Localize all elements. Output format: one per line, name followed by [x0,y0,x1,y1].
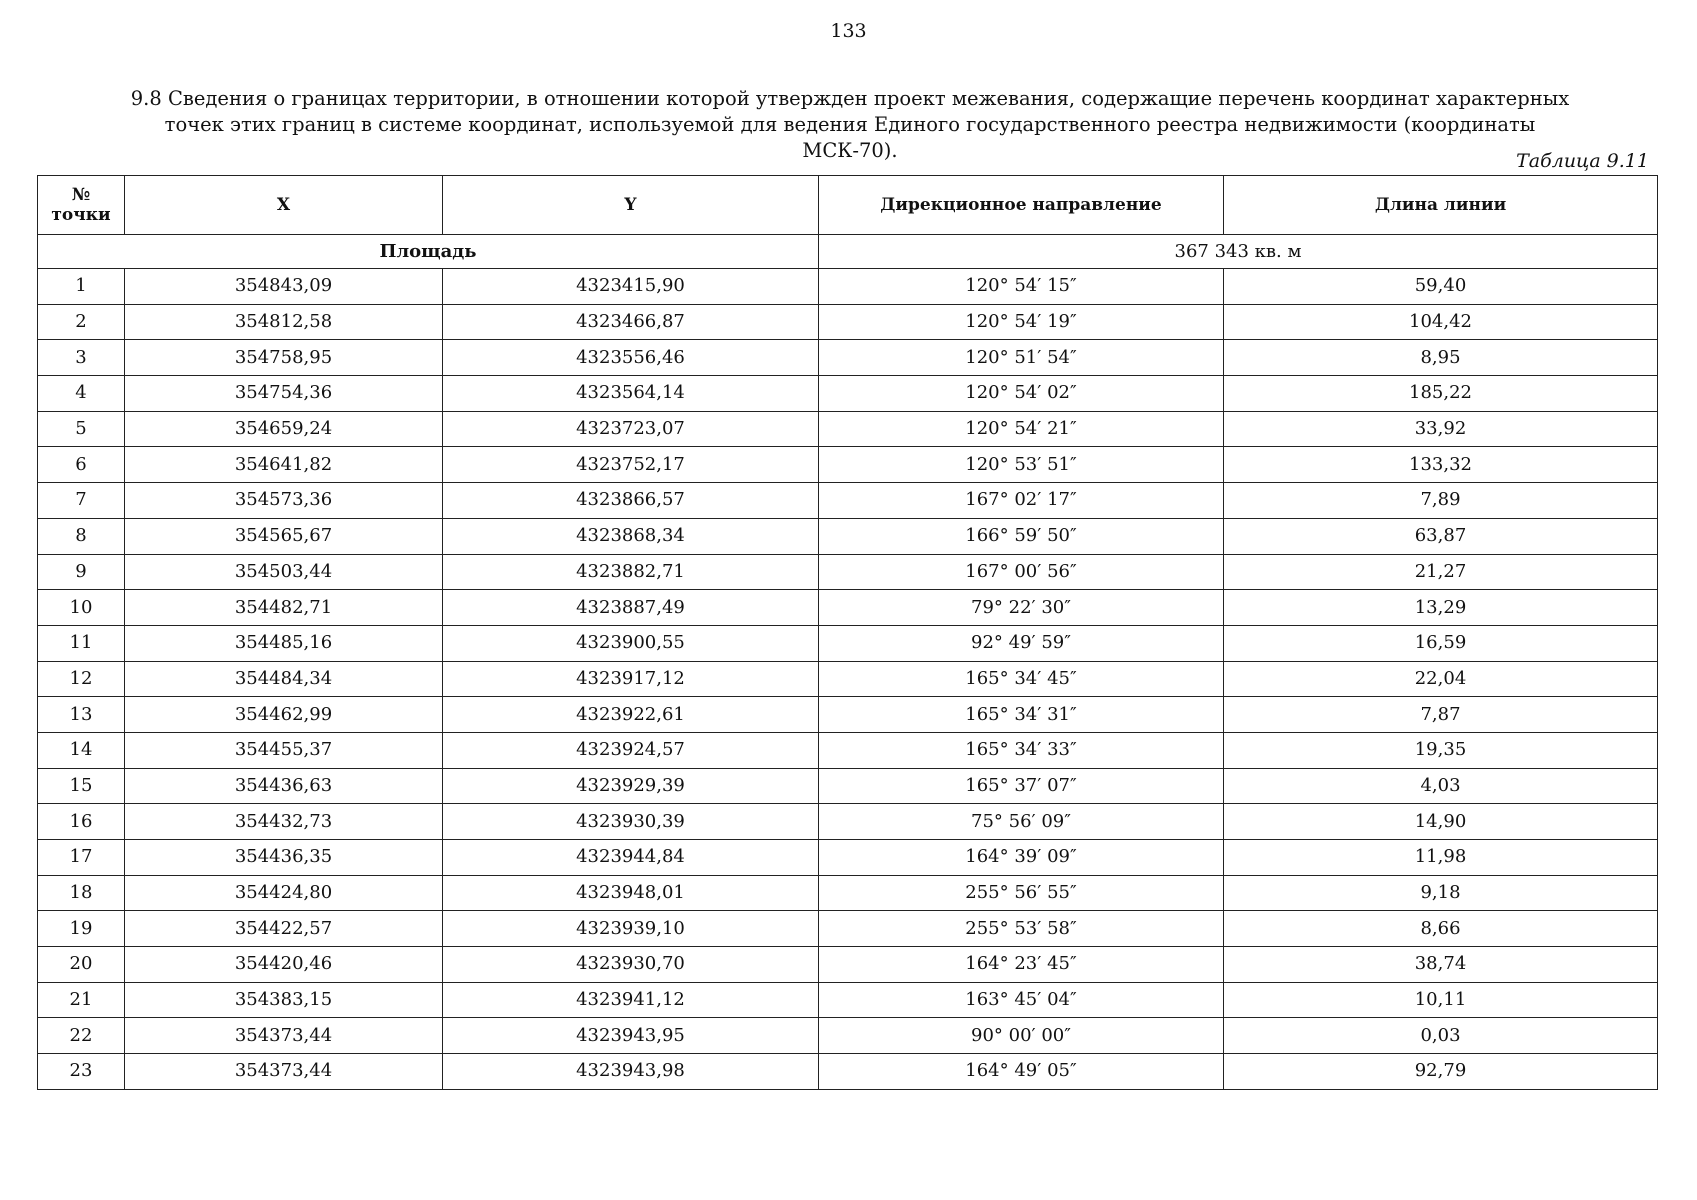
coordinates-table [37,175,1658,1090]
cell-direction: 255° 53′ 58″ [819,911,1224,947]
cell-y: 4323917,12 [443,661,819,697]
table-row [38,697,1658,733]
cell-length: 19,35 [1224,732,1658,768]
cell-y: 4323930,70 [443,947,819,983]
cell-point-number: 9 [38,554,125,590]
cell-direction: 166° 59′ 50″ [819,518,1224,554]
table-row [38,768,1658,804]
cell-direction: 120° 54′ 19″ [819,304,1224,340]
cell-x: 354436,35 [125,840,443,876]
cell-direction: 79° 22′ 30″ [819,590,1224,626]
cell-y: 4323939,10 [443,911,819,947]
cell-point-number: 15 [38,768,125,804]
column-header-point-number-line1: № [71,185,91,205]
cell-y: 4323415,90 [443,269,819,305]
cell-point-number: 22 [38,1018,125,1054]
cell-direction: 75° 56′ 09″ [819,804,1224,840]
table-row [38,447,1658,483]
cell-point-number: 18 [38,875,125,911]
cell-length: 11,98 [1224,840,1658,876]
cell-x: 354565,67 [125,518,443,554]
table-row [38,732,1658,768]
cell-x: 354462,99 [125,697,443,733]
cell-length: 8,95 [1224,340,1658,376]
table-row [38,554,1658,590]
cell-y: 4323882,71 [443,554,819,590]
cell-y: 4323556,46 [443,340,819,376]
cell-point-number: 20 [38,947,125,983]
table-row [38,840,1658,876]
table-row [38,1054,1658,1090]
cell-x: 354482,71 [125,590,443,626]
column-header-length: Длина линии [1224,176,1658,235]
page-number: 133 [830,20,867,42]
cell-x: 354758,95 [125,340,443,376]
cell-direction: 164° 39′ 09″ [819,840,1224,876]
cell-direction: 164° 23′ 45″ [819,947,1224,983]
cell-x: 354373,44 [125,1018,443,1054]
cell-y: 4323922,61 [443,697,819,733]
cell-direction: 167° 02′ 17″ [819,483,1224,519]
table-row [38,590,1658,626]
table-row [38,411,1658,447]
cell-direction: 120° 54′ 02″ [819,376,1224,412]
cell-length: 9,18 [1224,875,1658,911]
cell-point-number: 23 [38,1054,125,1090]
column-header-point-number [38,176,125,235]
column-header-point-number-line2: точки [51,205,111,225]
cell-point-number: 7 [38,483,125,519]
cell-direction: 92° 49′ 59″ [819,625,1224,661]
cell-length: 22,04 [1224,661,1658,697]
table-row [38,661,1658,697]
cell-y: 4323752,17 [443,447,819,483]
cell-length: 185,22 [1224,376,1658,412]
cell-length: 104,42 [1224,304,1658,340]
cell-point-number: 2 [38,304,125,340]
table-row [38,875,1658,911]
cell-direction: 120° 54′ 21″ [819,411,1224,447]
cell-x: 354373,44 [125,1054,443,1090]
cell-point-number: 19 [38,911,125,947]
cell-length: 14,90 [1224,804,1658,840]
cell-point-number: 13 [38,697,125,733]
table-row [38,1018,1658,1054]
table-row [38,518,1658,554]
cell-point-number: 6 [38,447,125,483]
table-row [38,483,1658,519]
cell-y: 4323723,07 [443,411,819,447]
cell-x: 354485,16 [125,625,443,661]
cell-length: 7,87 [1224,697,1658,733]
cell-length: 33,92 [1224,411,1658,447]
cell-length: 4,03 [1224,768,1658,804]
cell-direction: 167° 00′ 56″ [819,554,1224,590]
cell-length: 59,40 [1224,269,1658,305]
section-heading: 9.8 Сведения о границах территории, в отношении которой утвержден проект межевания, содержащие перечень координат характерных точек этих границ в системе координат, используемой для ведения Единого государственного реестра недвижимости (координаты МСК-70). [130,87,1570,162]
cell-length: 38,74 [1224,947,1658,983]
cell-direction: 165° 37′ 07″ [819,768,1224,804]
cell-point-number: 4 [38,376,125,412]
cell-x: 354383,15 [125,982,443,1018]
cell-x: 354573,36 [125,483,443,519]
cell-y: 4323866,57 [443,483,819,519]
cell-direction: 165° 34′ 31″ [819,697,1224,733]
column-header-y: Y [443,176,819,235]
cell-direction: 120° 51′ 54″ [819,340,1224,376]
area-row [38,235,1658,269]
cell-length: 0,03 [1224,1018,1658,1054]
cell-x: 354641,82 [125,447,443,483]
cell-y: 4323944,84 [443,840,819,876]
cell-y: 4323929,39 [443,768,819,804]
table-row [38,340,1658,376]
cell-length: 16,59 [1224,625,1658,661]
cell-point-number: 16 [38,804,125,840]
table-row [38,376,1658,412]
cell-x: 354812,58 [125,304,443,340]
cell-y: 4323943,95 [443,1018,819,1054]
column-header-direction: Дирекционное направление [819,176,1224,235]
cell-x: 354432,73 [125,804,443,840]
area-value: 367 343 кв. м [819,235,1658,269]
cell-direction: 90° 00′ 00″ [819,1018,1224,1054]
cell-x: 354843,09 [125,269,443,305]
cell-length: 13,29 [1224,590,1658,626]
cell-point-number: 14 [38,732,125,768]
cell-y: 4323941,12 [443,982,819,1018]
table-row [38,625,1658,661]
cell-direction: 165° 34′ 33″ [819,732,1224,768]
table-row [38,804,1658,840]
cell-point-number: 21 [38,982,125,1018]
cell-length: 21,27 [1224,554,1658,590]
cell-length: 8,66 [1224,911,1658,947]
cell-point-number: 1 [38,269,125,305]
table-row [38,947,1658,983]
cell-x: 354424,80 [125,875,443,911]
cell-x: 354455,37 [125,732,443,768]
table-caption: Таблица 9.11 [1516,150,1649,172]
cell-direction: 255° 56′ 55″ [819,875,1224,911]
cell-point-number: 10 [38,590,125,626]
area-label: Площадь [38,235,819,269]
cell-y: 4323924,57 [443,732,819,768]
column-header-x: X [125,176,443,235]
cell-y: 4323948,01 [443,875,819,911]
cell-point-number: 17 [38,840,125,876]
cell-length: 133,32 [1224,447,1658,483]
cell-x: 354422,57 [125,911,443,947]
cell-y: 4323943,98 [443,1054,819,1090]
cell-direction: 164° 49′ 05″ [819,1054,1224,1090]
cell-length: 63,87 [1224,518,1658,554]
table-row [38,304,1658,340]
cell-x: 354659,24 [125,411,443,447]
cell-point-number: 3 [38,340,125,376]
cell-y: 4323887,49 [443,590,819,626]
cell-length: 10,11 [1224,982,1658,1018]
cell-point-number: 12 [38,661,125,697]
cell-y: 4323930,39 [443,804,819,840]
cell-direction: 165° 34′ 45″ [819,661,1224,697]
table-row [38,269,1658,305]
cell-x: 354420,46 [125,947,443,983]
cell-y: 4323900,55 [443,625,819,661]
table-row [38,982,1658,1018]
cell-x: 354436,63 [125,768,443,804]
cell-length: 92,79 [1224,1054,1658,1090]
cell-y: 4323868,34 [443,518,819,554]
cell-point-number: 5 [38,411,125,447]
table-row [38,911,1658,947]
cell-y: 4323466,87 [443,304,819,340]
cell-point-number: 8 [38,518,125,554]
cell-length: 7,89 [1224,483,1658,519]
cell-x: 354484,34 [125,661,443,697]
table-header-row [38,176,1658,235]
cell-direction: 163° 45′ 04″ [819,982,1224,1018]
cell-x: 354503,44 [125,554,443,590]
cell-y: 4323564,14 [443,376,819,412]
cell-point-number: 11 [38,625,125,661]
cell-direction: 120° 53′ 51″ [819,447,1224,483]
cell-x: 354754,36 [125,376,443,412]
cell-direction: 120° 54′ 15″ [819,269,1224,305]
